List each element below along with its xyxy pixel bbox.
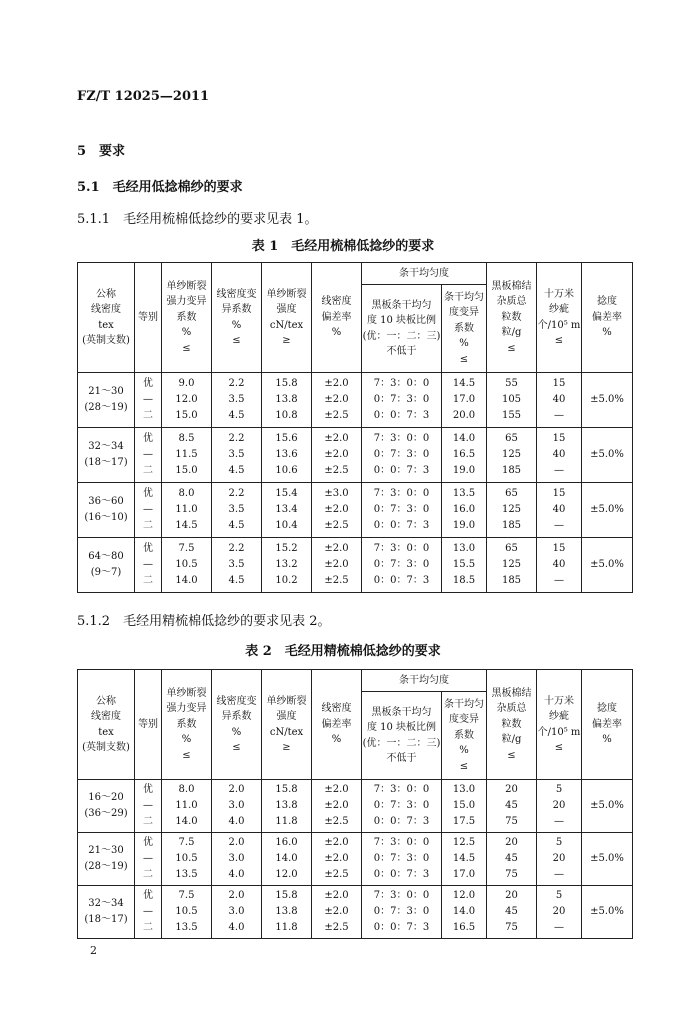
cell-board: 7：3：0：0 0：7：3：0 0：0：7：3 [362,886,442,939]
section-heading-5: 5 要求 [77,144,126,159]
cell-tenacity: 16.0 14.0 12.0 [262,833,312,886]
header-slubs: 十万米 纱疵 个/10⁵ m ≤ [537,263,582,373]
cell-slubs: 5 20 — [537,833,582,886]
cell-cv-evenness: 14.5 17.0 20.0 [442,373,487,428]
section-heading-5-1: 5.1 毛经用低捻棉纱的要求 [77,180,243,195]
cell-range: 36～60 (16～10) [78,483,135,538]
cell-cv-strength: 8.0 11.0 14.0 [162,780,212,833]
cell-neps: 20 45 75 [487,886,537,939]
header-board: 黑板条干均匀 度 10 块板比例 (优：一：二：三) 不低于 [362,285,442,373]
table-row [78,833,633,886]
cell-neps: 20 45 75 [487,780,537,833]
cell-board: 7：3：0：0 0：7：3：0 0：0：7：3 [362,428,442,483]
cell-cv-count: 2.0 3.0 4.0 [212,780,262,833]
cell-grade: 优 — 二 [135,886,162,939]
cell-cv-strength: 9.0 12.0 15.0 [162,373,212,428]
cell-neps: 55 105 155 [487,373,537,428]
cell-tenacity: 15.8 13.8 10.8 [262,373,312,428]
cell-cv-strength: 7.5 10.5 14.0 [162,538,212,593]
cell-count-deviation: ±2.0 ±2.0 ±2.5 [312,373,362,428]
cell-cv-count: 2.0 3.0 4.0 [212,886,262,939]
cell-neps: 65 125 185 [487,428,537,483]
cell-cv-evenness: 12.0 14.0 16.5 [442,886,487,939]
header-cv-count: 线密度变 异系数 % ≤ [212,263,262,373]
cell-neps: 65 125 185 [487,483,537,538]
cell-twist: ±5.0% [582,780,633,833]
cell-tenacity: 15.8 13.8 11.8 [262,780,312,833]
cell-board: 7：3：0：0 0：7：3：0 0：0：7：3 [362,780,442,833]
cell-cv-count: 2.2 3.5 4.5 [212,538,262,593]
cell-twist: ±5.0% [582,538,633,593]
cell-count-deviation: ±2.0 ±2.0 ±2.5 [312,538,362,593]
header-twist: 捻度 偏差率 % [582,263,633,373]
cell-twist: ±5.0% [582,833,633,886]
table2-caption: 表 2 毛经用精梳棉低捻纱的要求 [245,644,441,659]
cell-cv-strength: 7.5 10.5 13.5 [162,886,212,939]
cell-slubs: 5 20 — [537,886,582,939]
table-row [78,373,633,428]
cell-tenacity: 15.6 13.6 10.6 [262,428,312,483]
header-twist: 捻度 偏差率 % [582,670,633,780]
header-tenacity: 单纱断裂 强度 cN/tex ≥ [262,263,312,373]
cell-tenacity: 15.4 13.4 10.4 [262,483,312,538]
header-neps: 黑板棉结 杂质总 粒数 粒/g ≤ [487,263,537,373]
table-row [78,538,633,593]
table-row [78,886,633,939]
cell-grade: 优 — 二 [135,483,162,538]
header-evenness: 条干均匀度 [362,263,487,285]
cell-grade: 优 — 二 [135,833,162,886]
cell-count-deviation: ±2.0 ±2.0 ±2.5 [312,886,362,939]
cell-range: 64～80 (9～7) [78,538,135,593]
cell-tenacity: 15.2 13.2 10.2 [262,538,312,593]
cell-cv-count: 2.0 3.0 4.0 [212,833,262,886]
cell-cv-evenness: 12.5 14.5 17.0 [442,833,487,886]
cell-cv-evenness: 13.5 16.0 19.0 [442,483,487,538]
cell-slubs: 15 40 — [537,373,582,428]
cell-twist: ±5.0% [582,373,633,428]
header-count-deviation: 线密度 偏差率 % [312,670,362,780]
table2 [77,669,633,939]
cell-board: 7：3：0：0 0：7：3：0 0：0：7：3 [362,483,442,538]
header-evenness: 条干均匀度 [362,670,487,692]
cell-cv-evenness: 13.0 15.5 18.5 [442,538,487,593]
document-code: FZ/T 12025—2011 [77,89,210,104]
cell-cv-evenness: 14.0 16.5 19.0 [442,428,487,483]
cell-cv-strength: 8.5 11.5 15.0 [162,428,212,483]
cell-range: 21～30 (28～19) [78,373,135,428]
cell-range: 32～34 (18～17) [78,428,135,483]
table-row [78,483,633,538]
cell-board: 7：3：0：0 0：7：3：0 0：0：7：3 [362,833,442,886]
header-cv-strength: 单纱断裂 强力变异 系数 % ≤ [162,263,212,373]
cell-slubs: 5 20 — [537,780,582,833]
header-grade: 等别 [135,263,162,373]
table-row [78,428,633,483]
header-cv-evenness: 条干均匀 度变异 系数 % ≤ [442,285,487,373]
paragraph-5-1-1: 5.1.1 毛经用梳棉低捻纱的要求见表 1。 [77,212,318,227]
cell-board: 7：3：0：0 0：7：3：0 0：0：7：3 [362,538,442,593]
header-count: 公称 线密度 tex (英制支数) [78,263,135,373]
header-cv-evenness: 条干均匀 度变异 系数 % ≤ [442,692,487,780]
header-slubs: 十万米 纱疵 个/10⁵ m ≤ [537,670,582,780]
cell-grade: 优 — 二 [135,373,162,428]
table1 [77,262,633,593]
cell-twist: ±5.0% [582,428,633,483]
cell-slubs: 15 40 — [537,538,582,593]
cell-range: 16～20 (36～29) [78,780,135,833]
cell-range: 21～30 (28～19) [78,833,135,886]
header-count-deviation: 线密度 偏差率 % [312,263,362,373]
cell-slubs: 15 40 — [537,428,582,483]
header-tenacity: 单纱断裂 强度 cN/tex ≥ [262,670,312,780]
cell-slubs: 15 40 — [537,483,582,538]
page-number: 2 [90,944,97,957]
cell-grade: 优 — 二 [135,780,162,833]
cell-count-deviation: ±2.0 ±2.0 ±2.5 [312,780,362,833]
header-board: 黑板条干均匀 度 10 块板比例 (优：一：二：三) 不低于 [362,692,442,780]
cell-count-deviation: ±3.0 ±2.0 ±2.5 [312,483,362,538]
cell-cv-strength: 7.5 10.5 13.5 [162,833,212,886]
cell-count-deviation: ±2.0 ±2.0 ±2.5 [312,428,362,483]
header-neps: 黑板棉结 杂质总 粒数 粒/g ≤ [487,670,537,780]
cell-cv-strength: 8.0 11.0 14.5 [162,483,212,538]
cell-neps: 20 45 75 [487,833,537,886]
cell-cv-evenness: 13.0 15.0 17.5 [442,780,487,833]
header-cv-count: 线密度变 异系数 % ≤ [212,670,262,780]
cell-cv-count: 2.2 3.5 4.5 [212,428,262,483]
paragraph-5-1-2: 5.1.2 毛经用精梳棉低捻纱的要求见表 2。 [77,614,331,629]
cell-cv-count: 2.2 3.5 4.5 [212,373,262,428]
cell-board: 7：3：0：0 0：7：3：0 0：0：7：3 [362,373,442,428]
cell-neps: 65 125 185 [487,538,537,593]
header-cv-strength: 单纱断裂 强力变异 系数 % ≤ [162,670,212,780]
table1-caption: 表 1 毛经用梳棉低捻纱的要求 [251,239,435,254]
cell-grade: 优 — 二 [135,538,162,593]
cell-count-deviation: ±2.0 ±2.0 ±2.5 [312,833,362,886]
cell-twist: ±5.0% [582,483,633,538]
cell-grade: 优 — 二 [135,428,162,483]
cell-tenacity: 15.8 13.8 11.8 [262,886,312,939]
header-grade: 等别 [135,670,162,780]
header-count: 公称 线密度 tex (英制支数) [78,670,135,780]
table-row [78,780,633,833]
cell-range: 32～34 (18～17) [78,886,135,939]
cell-cv-count: 2.2 3.5 4.5 [212,483,262,538]
cell-twist: ±5.0% [582,886,633,939]
